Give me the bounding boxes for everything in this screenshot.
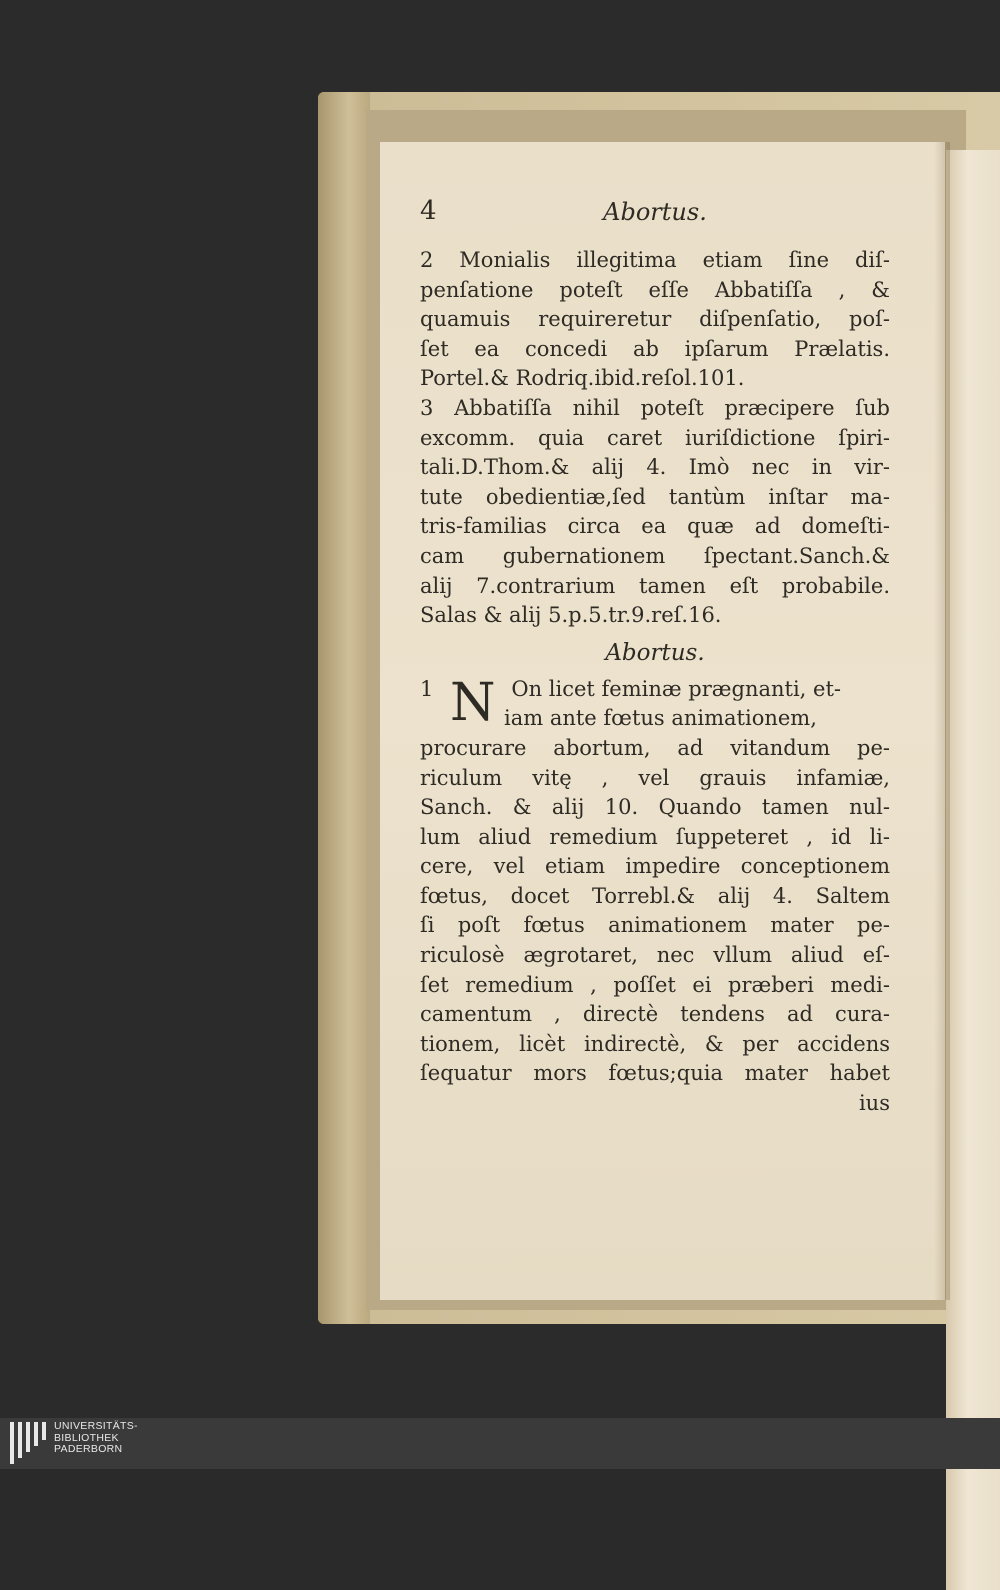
book-spine (318, 92, 370, 1324)
paragraph-number: 1 (420, 676, 434, 701)
text-line: ſet remedium , poſſet ei præberi medi- (420, 972, 890, 997)
page-number: 4 (420, 196, 437, 226)
text-line: Portel.& Rodriq.ibid.reſol.101. (420, 366, 745, 391)
text-line: cam gubernationem ſpectant.Sanch.& (420, 543, 890, 568)
text-line: Sanch. & alij 10. Quando tamen nul- (420, 795, 890, 820)
facing-page-edge (946, 150, 1000, 1590)
text-line: penſatione poteſt eſſe Abbatiſſa , & (420, 277, 890, 302)
text-line: riculum vitę , vel grauis infamiæ, (420, 765, 890, 790)
text-line: Salas & alij 5.p.5.tr.9.reſ.16. (420, 603, 722, 628)
text-line: ſequatur mors fœtus;quia mater habet (420, 1061, 890, 1086)
footer-band (0, 1418, 1000, 1469)
text-line: ſi poſt fœtus animationem mater pe- (420, 913, 890, 938)
text-line: fœtus, docet Torrebl.& alij 4. Saltem (420, 883, 890, 908)
text-line: 3 Abbatiſſa nihil poteſt præcipere ſub (420, 395, 890, 420)
text-line: lum aliud remedium ſuppeteret , id li- (420, 824, 890, 849)
text-line: cere, vel etiam impedire conceptionem (420, 854, 890, 879)
text-line: camentum , directè tendens ad cura- (420, 1002, 890, 1027)
text-line-rest: iam ante fœtus animationem, (504, 706, 817, 731)
running-title: Abortus. (603, 198, 707, 226)
library-logo-text (54, 1421, 138, 1456)
page-text (420, 246, 890, 1119)
logo-line: BIBLIOTHEK (54, 1431, 119, 1444)
text-line: 2 Monialis illegitima etiam ſine diſ- (420, 248, 890, 272)
logo-line: UNIVERSITÄTS- (54, 1420, 138, 1432)
text-line: quamuis requireretur diſpenſatio, poſ- (420, 307, 890, 332)
logo-line: PADERBORN (54, 1443, 123, 1455)
text-line: procurare abortum, ad vitandum pe- (420, 735, 890, 760)
text-line: tionem, licèt indirectè, & per accidens (420, 1031, 890, 1056)
text-line: tris-familias circa ea quæ ad domeſti- (420, 514, 890, 539)
text-line-rest: On licet feminæ prægnanti, et- (511, 676, 841, 701)
text-line: riculosè ægrotaret, nec vllum aliud eſ- (420, 943, 890, 968)
text-line: alij 7.contrarium tamen eſt probabile. (420, 573, 890, 598)
page-header (420, 196, 890, 232)
section-title: Abortus. (605, 639, 705, 666)
text-line: excomm. quia caret iuriſdictione ſpiri- (420, 425, 890, 450)
library-logo-icon (10, 1422, 50, 1464)
text-line: tute obedientiæ,ſed tantùm inſtar ma- (420, 484, 890, 509)
text-line: tali.D.Thom.& alij 4. Imò nec in vir- (420, 455, 890, 480)
catchword: ius (858, 1091, 890, 1116)
text-line: ſet ea concedi ab ipſarum Prælatis. (420, 336, 890, 361)
drop-cap: N (450, 672, 496, 733)
page-gutter (934, 142, 950, 1300)
